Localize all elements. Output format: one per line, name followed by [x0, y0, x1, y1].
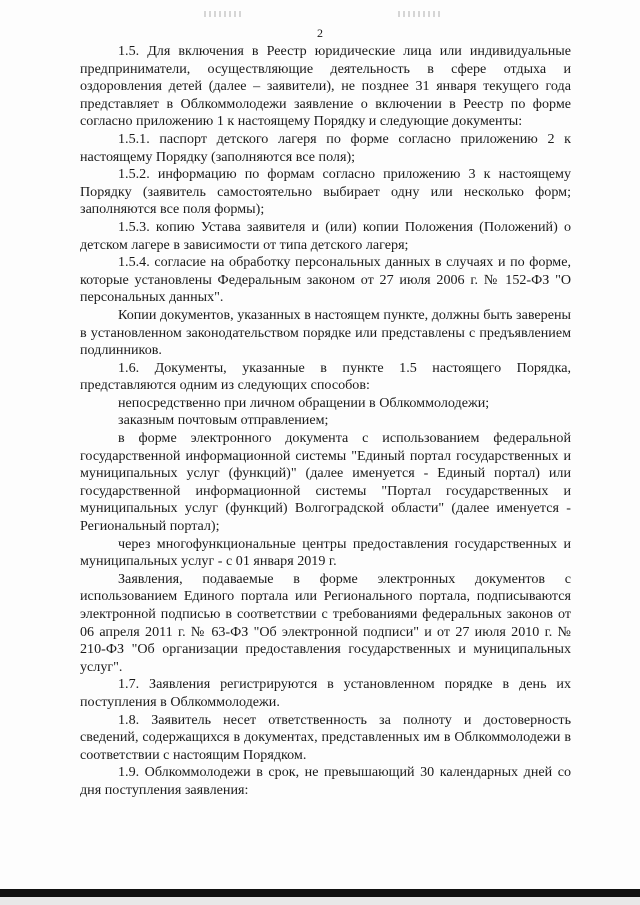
paragraph-1-6: 1.6. Документы, указанные в пункте 1.5 настоящего Порядка, представляются одним из следующих способов:: [80, 359, 571, 394]
page-number: 2: [317, 26, 323, 40]
paragraph-method-mail: заказным почтовым отправлением;: [118, 412, 329, 429]
paragraph-method-personal: непосредственно при личном обращении в Облкоммолодежи;: [118, 394, 490, 411]
paragraph-method-electronic: в форме электронного документа с использованием федеральной государственной информационной системы "Единый портал государственных и муниципальных услуг (функций)" (далее именуется - Единый портал) или государственной информационной системы "Портал государственных и муниципальных услуг (функций) Волгоградской области" (далее именуется - Региональный портал);: [80, 430, 571, 535]
paragraph-1-7: 1.7. Заявления регистрируются в установленном порядке в день их поступления в Облкоммолодежи.: [80, 676, 571, 710]
scan-artifact-right: [398, 11, 440, 17]
paragraph-1-5-4: 1.5.4. согласие на обработку персональных данных в случаях и по форме, которые установлены Федеральным законом от 27 июля 2006 г. № 152-ФЗ "О персональных данных".: [80, 254, 571, 306]
paragraph-1-9: 1.9. Облкоммолодежи в срок, не превышающий 30 календарных дней со дня поступления заявления:: [80, 764, 571, 798]
paragraph-electronic-signature: Заявления, подаваемые в форме электронных документов с использованием Единого портала или Регионального портала, подписываются электронной подписью в соответствии с требованиями федеральных законов от 06 апреля 2011 г. № 63-ФЗ "Об электронной подписи" и от 27 июля 2010 г. № 210-ФЗ "Об организации предоставления государственных и муниципальных услуг".: [80, 570, 571, 675]
paragraph-1-5-2: 1.5.2. информацию по формам согласно приложению 3 к настоящему Порядку (заявитель самостоятельно выбирает одну или несколько форм; заполняются все поля формы);: [80, 166, 571, 218]
paragraph-copies: Копии документов, указанных в настоящем пункте, должны быть заверены в установленном законодательством порядке или представлены с предъявлением подлинников.: [80, 306, 571, 359]
paragraph-1-5-3: 1.5.3. копию Устава заявителя и (или) копии Положения (Положений) о детском лагере в зависимости от типа детского лагеря;: [80, 218, 571, 253]
document-body: [80, 43, 571, 800]
scan-bottom-fade: [0, 897, 640, 905]
paragraph-1-5: 1.5. Для включения в Реестр юридические лица или индивидуальные предприниматели, осуществляющие деятельность в сфере отдыха и оздоровления детей (далее – заявители), не позднее 31 января текущего года представляет в Облкоммолодежи заявление о включении в Реестр по форме согласно приложению 1 к настоящему Порядку и следующие документы:: [80, 43, 571, 130]
paragraph-method-mfc: через многофункциональные центры предоставления государственных и муниципальных услуг - с 01 января 2019 г.: [80, 535, 571, 570]
paragraph-1-8: 1.8. Заявитель несет ответственность за полноту и достоверность сведений, содержащихся в документах, представленных им в Облкоммолодежи в соответствии с настоящим Порядком.: [80, 711, 571, 763]
scan-artifact-left: [204, 11, 244, 17]
scan-bottom-border: [0, 889, 640, 897]
paragraph-1-5-1: 1.5.1. паспорт детского лагеря по форме согласно приложению 2 к настоящему Порядку (заполняются все поля);: [80, 130, 571, 165]
